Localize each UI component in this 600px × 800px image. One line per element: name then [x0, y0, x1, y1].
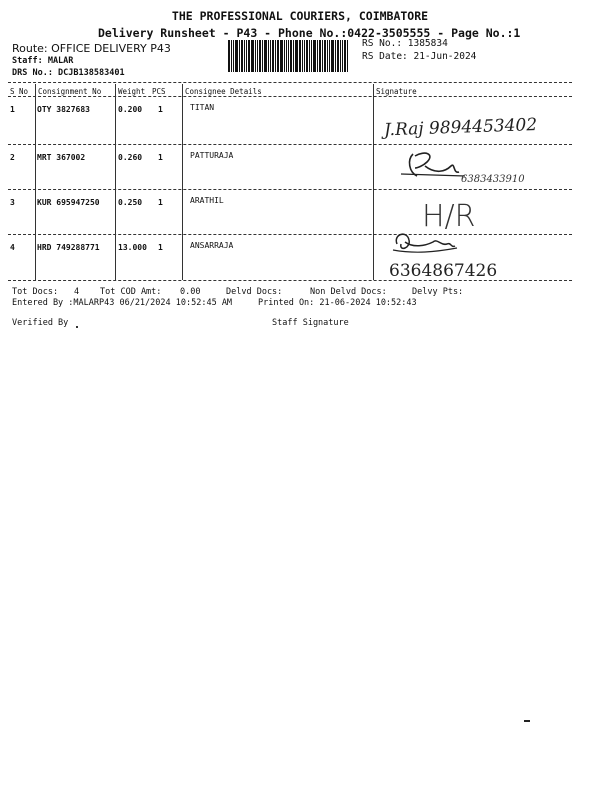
barcode-bar: [231, 40, 232, 72]
barcode-bar: [272, 40, 274, 72]
row-divider: [8, 144, 572, 145]
signature-row-2: [395, 146, 585, 190]
staff-label: Staff: MALAR: [12, 56, 74, 66]
row-consignment: KUR 695947250: [37, 198, 100, 207]
table-top-rule: [8, 82, 572, 83]
row-consignment: MRT 367002: [37, 153, 86, 162]
barcode-bar: [280, 40, 283, 72]
col-consignment: Consignment No: [38, 87, 102, 96]
rs-number: RS No.: 1385834: [362, 38, 448, 49]
route-label: Route: OFFICE DELIVERY P43: [12, 42, 171, 55]
tot-docs-label: Tot Docs:: [12, 287, 59, 297]
row-consignee: PATTURAJA: [190, 151, 234, 160]
row-sno: 4: [10, 243, 15, 252]
delvy-pts-label: Delvy Pts:: [412, 287, 464, 297]
barcode-bar: [284, 40, 285, 72]
barcode-bar: [262, 40, 263, 72]
signature-text-row-3: H/R: [422, 199, 476, 234]
barcode-bar: [335, 40, 336, 72]
barcode-bar: [288, 40, 289, 72]
verified-by-label: Verified By: [12, 318, 69, 328]
row-sno: 1: [10, 105, 15, 114]
signature-row-4: [385, 226, 535, 282]
col-consignee: Consignee Details: [185, 87, 262, 96]
company-title: THE PROFESSIONAL COURIERS, COIMBATORE: [171, 9, 429, 23]
barcode-bar: [311, 40, 312, 72]
barcode-bar: [329, 40, 330, 72]
barcode-bar: [306, 40, 308, 72]
delvd-docs-label: Delvd Docs:: [226, 287, 283, 297]
barcode-bar: [290, 40, 292, 72]
signature-text-row-1: J.Raj 9894453402: [383, 115, 538, 141]
signature-phone-row-4: 6364867426: [389, 261, 498, 281]
col-pcs: PCS: [152, 87, 166, 96]
barcode-bar: [342, 40, 343, 72]
barcode-bar: [327, 40, 328, 72]
barcode-bar: [244, 40, 245, 72]
row-sno: 2: [10, 153, 15, 162]
printed-on: Printed On: 21-06-2024 10:52:43: [258, 298, 417, 308]
barcode-bar: [347, 40, 348, 72]
column-separator: [35, 84, 36, 280]
runsheet-subtitle: Delivery Runsheet - P43 - Phone No.:0422-3505555 - Page No.:1: [98, 26, 521, 40]
tot-cod-label: Tot COD Amt:: [100, 287, 162, 297]
barcode-bar: [235, 40, 238, 72]
row-consignment: HRD 749288771: [37, 243, 100, 252]
barcode-bar: [295, 40, 298, 72]
row-pcs: 1: [158, 243, 163, 252]
barcode-bar: [299, 40, 301, 72]
barcode-bar: [317, 40, 318, 72]
row-weight: 0.250: [118, 198, 143, 207]
column-separator: [115, 84, 116, 280]
rs-date: RS Date: 21-Jun-2024: [362, 51, 477, 62]
barcode-bar: [257, 40, 258, 72]
row-sno: 3: [10, 198, 15, 207]
row-consignee: ANSARRAJA: [190, 241, 234, 250]
row-weight: 13.000: [118, 243, 147, 252]
barcode-bar: [239, 40, 240, 72]
row-pcs: 1: [158, 105, 163, 114]
barcode-bar: [246, 40, 247, 72]
barcode-bar: [233, 40, 234, 72]
row-weight: 0.200: [118, 105, 143, 114]
barcode: [228, 40, 352, 72]
row-consignment: OTY 3827683: [37, 105, 90, 114]
staff-signature-label: Staff Signature: [272, 318, 349, 328]
barcode-bar: [241, 40, 243, 72]
barcode-bar: [270, 40, 271, 72]
non-delvd-docs-label: Non Delvd Docs:: [310, 287, 387, 297]
signature-row-1: [380, 108, 580, 142]
barcode-bar: [337, 40, 339, 72]
stray-mark: [76, 326, 78, 328]
barcode-bar: [331, 40, 334, 72]
barcode-bar: [264, 40, 267, 72]
col-weight: Weight: [118, 87, 146, 96]
stray-mark: [524, 720, 530, 722]
column-separator: [373, 84, 374, 280]
barcode-bar: [268, 40, 269, 72]
barcode-bar: [293, 40, 294, 72]
barcode-bar: [344, 40, 346, 72]
barcode-bar: [248, 40, 250, 72]
drs-number: DRS No.: DCJB138583401: [12, 68, 125, 78]
tot-docs-value: 4: [74, 287, 80, 297]
barcode-bar: [259, 40, 261, 72]
row-pcs: 1: [158, 198, 163, 207]
barcode-bar: [319, 40, 321, 72]
barcode-bar: [255, 40, 256, 72]
col-sno: S No: [10, 87, 29, 96]
table-header-rule: [8, 96, 572, 97]
barcode-bar: [277, 40, 279, 72]
row-consignee: TITAN: [190, 103, 215, 112]
tot-cod-value: 0.00: [180, 287, 201, 297]
entered-by: Entered By :MALARP43 06/21/2024 10:52:45 AM: [12, 298, 233, 308]
barcode-bar: [324, 40, 326, 72]
barcode-bar: [275, 40, 276, 72]
row-consignee: ARATHIL: [190, 196, 224, 205]
barcode-bar: [304, 40, 305, 72]
col-signature: Signature: [376, 87, 417, 96]
barcode-bar: [302, 40, 303, 72]
barcode-bar: [286, 40, 287, 72]
row-pcs: 1: [158, 153, 163, 162]
barcode-bar: [251, 40, 254, 72]
barcode-bar: [322, 40, 323, 72]
row-weight: 0.260: [118, 153, 143, 162]
column-separator: [182, 84, 183, 280]
barcode-bar: [313, 40, 316, 72]
barcode-bar: [228, 40, 230, 72]
barcode-bar: [309, 40, 310, 72]
barcode-bar: [340, 40, 341, 72]
signature-phone-row-2: 6383433910: [461, 174, 525, 185]
